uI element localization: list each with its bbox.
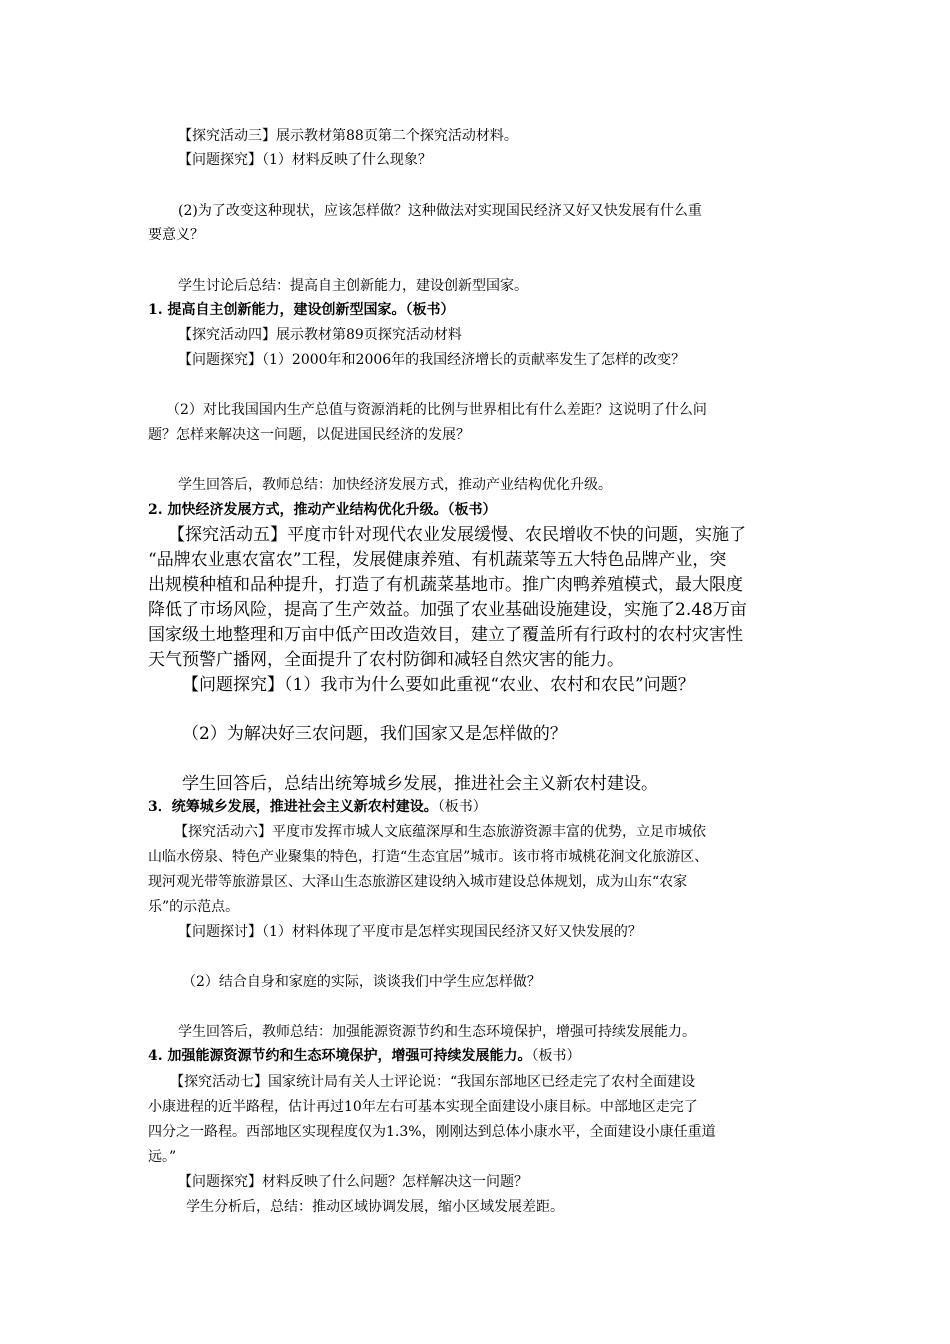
activity-7-summary: 学生分析后，总结：推动区域协调发展，缩小区域发展差距。 <box>186 1199 564 1215</box>
activity-5-summary: 学生回答后，总结出统筹城乡发展，推进社会主义新农村建设。 <box>182 774 658 794</box>
activity-7-line-2: 小康进程的近半路程，估计再过10年左右可基本实现全面建设小康目标。中部地区走完了 <box>148 1099 698 1115</box>
activity-6-line-3: 现河观光带等旅游景区、大泽山生态旅游区建设纳入城市建设总体规划，成为山东“农家 <box>148 874 688 890</box>
activity-4-summary: 学生回答后，教师总结：加快经济发展方式，推动产业结构优化升级。 <box>178 477 612 493</box>
board-heading-3-tag: （板书） <box>437 799 487 815</box>
activity-7-line-1: 【探究活动七】国家统计局有关人士评论说：“我国东部地区已经走完了农村全面建设 <box>170 1074 696 1090</box>
activity-7-question: 【问题探究】材料反映了什么问题？怎样解决这一问题？ <box>178 1174 528 1190</box>
board-heading-4 <box>148 1046 581 1066</box>
board-heading-4-tag: （板书） <box>531 1048 581 1064</box>
activity-5-question-2: （2）为解决好三农问题，我们国家又是怎样做的？ <box>182 724 567 744</box>
activity-6-line-4: 乐”的示范点。 <box>148 899 240 915</box>
activity-3-question-2-line-1: (2)为了改变这种现状，应该怎样做？这种做法对实现国民经济又好又快发展有什么重 <box>178 203 702 219</box>
board-heading-4-text: 4. 加强能源资源节约和生态环境保护，增强可持续发展能力。 <box>148 1048 532 1064</box>
activity-4-title: 【探究活动四】展示教材第89页探究活动材料 <box>178 327 462 343</box>
activity-3-question-2-line-2: 要意义？ <box>148 227 204 243</box>
board-heading-1: 1. 提高自主创新能力，建设创新型国家。（板书） <box>148 302 455 318</box>
activity-6-line-2: 山临水傍泉、特色产业聚集的特色，打造“生态宜居”城市。该市将市城桃花涧文化旅游区、 <box>148 849 709 865</box>
activity-5-line-6: 天气预警广播网，全面提升了农村防御和减轻自然灾害的能力。 <box>148 650 624 670</box>
activity-3-title: 【探究活动三】展示教材第88页第二个探究活动材料。 <box>178 128 518 144</box>
activity-7-line-3: 四分之一路程。西部地区实现程度仅为1.3%，刚刚达到总体小康水平，全面建设小康任重道 <box>148 1124 716 1140</box>
activity-6-summary: 学生回答后，教师总结：加强能源资源节约和生态环境保护，增强可持续发展能力。 <box>178 1024 696 1040</box>
activity-5-question-1: 【问题探究】（1）我市为什么要如此重视“农业、农村和农民”问题？ <box>182 675 695 695</box>
activity-4-question-1: 【问题探究】（1）2000年和2006年的我国经济增长的贡献率发生了怎样的改变？ <box>178 352 686 368</box>
activity-6-question-1: 【问题探讨】（1）材料体现了平度市是怎样实现国民经济又好又快发展的？ <box>178 924 642 940</box>
activity-5-line-2: “品牌农业惠农富农”工程，发展健康养殖、有机蔬菜等五大特色品牌产业，突 <box>148 550 727 570</box>
board-heading-2: 2. 加快经济发展方式，推动产业结构优化升级。（板书） <box>148 502 497 518</box>
activity-4-question-2-line-2: 题？怎样来解决这一问题，以促进国民经济的发展？ <box>148 427 470 443</box>
activity-6-question-2: （2）结合自身和家庭的实际，谈谈我们中学生应怎样做？ <box>182 974 541 990</box>
activity-5-line-1: 【探究活动五】平度市针对现代农业发展缓慢、农民增收不快的问题，实施了 <box>168 525 746 545</box>
activity-5-line-5: 国家级土地整理和万亩中低产田改造效目，建立了覆盖所有行政村的农村灾害性 <box>148 625 743 645</box>
activity-3-summary: 学生讨论后总结：提高自主创新能力，建设创新型国家。 <box>178 278 528 294</box>
board-heading-3-text: 3．统筹城乡发展，推进社会主义新农村建设。 <box>148 799 438 815</box>
board-heading-3 <box>148 797 487 817</box>
activity-4-question-2-line-1: （2）对比我国国内生产总值与资源消耗的比例与世界相比有什么差距？这说明了什么问 <box>166 402 707 418</box>
activity-5-line-3: 出规模种植和品种提升，打造了有机蔬菜基地市。推广肉鸭养殖模式，最大限度 <box>148 575 743 595</box>
activity-5-line-4: 降低了市场风险，提高了生产效益。加强了农业基础设施建设，实施了2.48万亩 <box>148 600 747 620</box>
activity-3-question-1: 【问题探究】（1）材料反映了什么现象？ <box>178 152 432 168</box>
activity-7-line-4: 远。” <box>148 1149 177 1165</box>
activity-6-line-1: 【探究活动六】平度市发挥市城人文底蕴深厚和生态旅游资源丰富的优势，立足市城依 <box>174 824 706 840</box>
